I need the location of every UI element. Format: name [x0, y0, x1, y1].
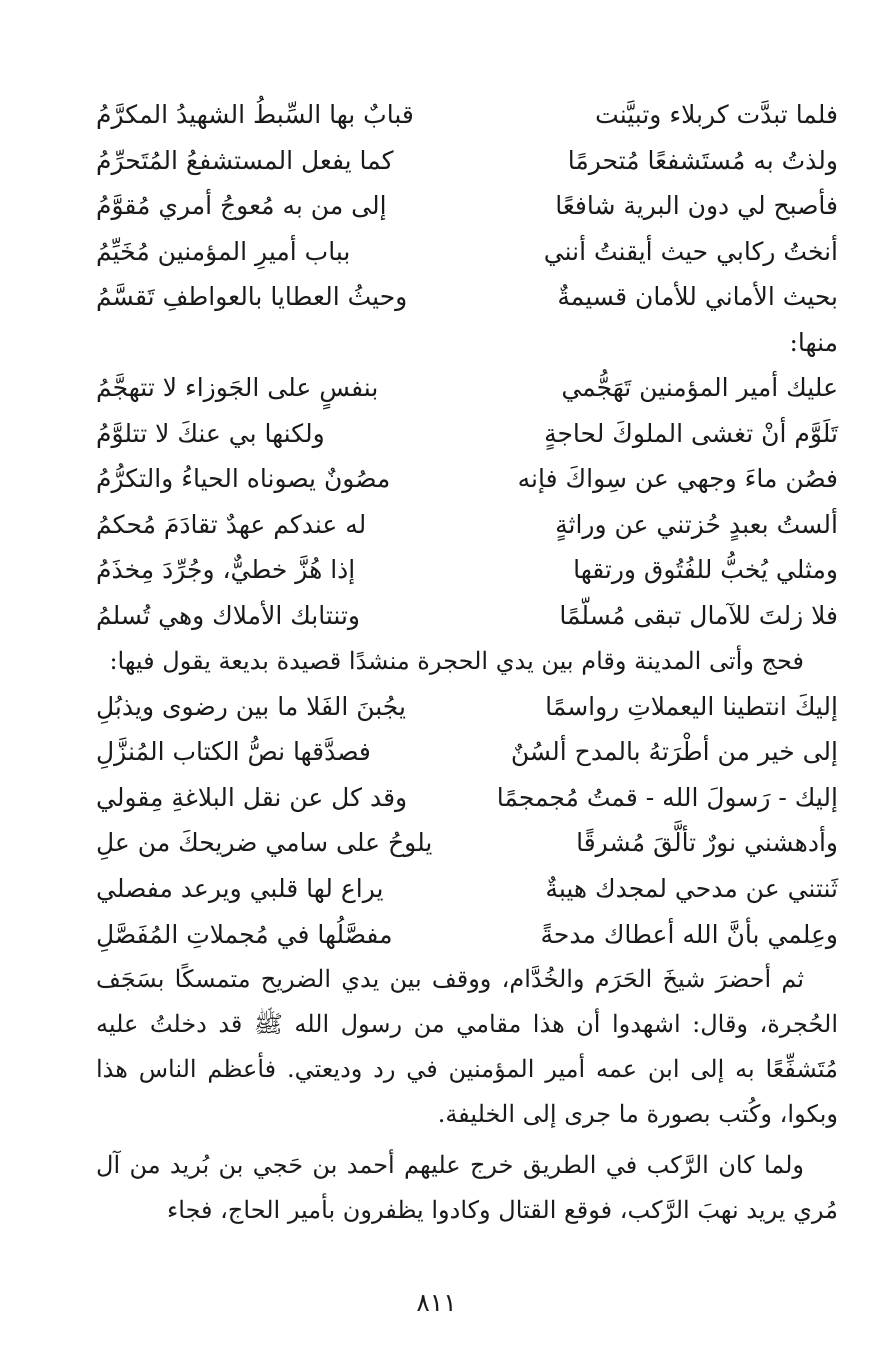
verse-row	[96, 547, 838, 593]
verse-first-hemistich: أنختُ ركابي حيث أيقنتُ أنني	[543, 236, 838, 266]
page-body	[96, 92, 838, 1233]
verse-first-hemistich: وعِلمي بأنَّ الله أعطاك مدحةً	[540, 919, 838, 949]
verse-second-hemistich: مصُونٌ يصوناه الحياءُ والتكرُّمُ	[96, 464, 391, 494]
verse-second-hemistich: يراع لها قلبي ويرعد مفصلي	[96, 873, 384, 903]
verse-row	[96, 866, 838, 912]
verse-row	[96, 729, 838, 775]
verse-row	[96, 593, 838, 639]
verse-row	[96, 912, 838, 958]
poem-2	[96, 365, 838, 639]
verse-row	[96, 92, 838, 138]
verse-second-hemistich: كما يفعل المستشفعُ المُتَحرِّمُ	[96, 145, 394, 175]
verse-row	[96, 229, 838, 275]
verse-second-hemistich: وتنتابك الأملاك وهي تُسلمُ	[96, 600, 360, 630]
verse-first-hemistich: فصُن ماءَ وجهي عن سِواكَ فإنه	[517, 464, 838, 494]
verse-row	[96, 411, 838, 457]
section-label: منها:	[789, 327, 838, 357]
prose-paragraph: ثم أحضرَ شيخَ الحَرَم والخُدَّام، ووقف بين يدي الضريح متمسكًا بسَجَف الحُجرة، وقال: اشهدوا أن هذا مقامي من رسول الله ﷺ قد دخلتُ عليه مُتَشفِّعًا به إلى ابن عمه أمير المؤمنين في رد وديعتي. فأعظم الناس هذا وبكوا، وكُتب بصورة ما جرى إلى الخليفة.	[96, 965, 838, 1129]
verse-second-hemistich: إذا هُزَّ خطيٌّ، وجُرِّدَ مِخذَمُ	[96, 555, 356, 585]
verse-second-hemistich: إلى من به مُعوجُ أمري مُقوَّمُ	[96, 191, 387, 221]
verse-row	[96, 820, 838, 866]
verse-first-hemistich: ومثلي يُخبُّ للفُتُوق ورتقها	[573, 555, 838, 585]
verse-second-hemistich: مفصَّلُها في مُجملاتِ المُفَصَّلِ	[96, 919, 393, 949]
verse-second-hemistich: وقد كل عن نقل البلاغةِ مِقولي	[96, 782, 408, 812]
verse-second-hemistich: ولكنها بي عنكَ لا تتلوَّمُ	[96, 418, 325, 448]
verse-row	[96, 456, 838, 502]
verse-first-hemistich: تَلَوَّم أنْ تغشى الملوكَ لحاجةٍ	[544, 418, 838, 448]
verse-row	[96, 684, 838, 730]
verse-row	[96, 138, 838, 184]
verse-second-hemistich: وحيثُ العطايا بالعواطفِ تَقسَّمُ	[96, 282, 408, 312]
verse-first-hemistich: فأصبح لي دون البرية شافعًا	[555, 191, 838, 221]
poem-1	[96, 92, 838, 320]
verse-first-hemistich: فلما تبدَّت كربلاء وتبيَّنت	[595, 100, 838, 129]
verse-row	[96, 775, 838, 821]
verse-first-hemistich: إليكَ انتطينا اليعملاتِ رواسمًا	[545, 691, 838, 721]
verse-row	[96, 274, 838, 320]
verse-first-hemistich: إليك - رَسولَ الله - قمتُ مُجمجمًا	[496, 782, 838, 812]
prose-paragraph: فحج وأتى المدينة وقام بين يدي الحجرة منشدًا قصيدة بديعة يقول فيها:	[109, 646, 804, 675]
verse-first-hemistich: وأدهشني نورٌ تألَّقَ مُشرقًا	[576, 828, 838, 858]
prose-paragraph: ولما كان الرَّكب في الطريق خرج عليهم أحمد بن حَجي بن بُريد من آل مُري يريد نهبَ الرَّكب، فوقع القتال وكادوا يظفرون بأمير الحاج، فجاء	[96, 1151, 838, 1225]
verse-second-hemistich: يلوحُ على سامي ضريحكَ من علِ	[96, 828, 433, 858]
verse-first-hemistich: ألستُ بعبدٍ حُزتني عن وراثةٍ	[555, 509, 838, 539]
verse-first-hemistich: إلى خير من أطْرَتهُ بالمدح ألسُنٌ	[510, 737, 838, 767]
page-number: ٨١١	[416, 1288, 457, 1317]
verse-second-hemistich: فصدَّقها نصُّ الكتاب المُنزَّلِ	[96, 737, 371, 767]
poem-3	[96, 684, 838, 958]
verse-first-hemistich: ثَنتني عن مدحي لمجدك هيبةٌ	[545, 873, 838, 903]
verse-second-hemistich: بنفسٍ على الجَوزاء لا تتهجَّمُ	[96, 372, 379, 402]
verse-row	[96, 183, 838, 229]
verse-second-hemistich: بباب أميرِ المؤمنين مُخَيِّمُ	[96, 236, 351, 266]
verse-second-hemistich: يجُبنَ الفَلا ما بين رضوى ويذبُلِ	[96, 691, 406, 721]
verse-second-hemistich: له عندكم عهدٌ تقادَمَ مُحكمُ	[96, 509, 367, 539]
verse-second-hemistich: قبابٌ بها السِّبطُ الشهيدُ المكرَّمُ	[96, 100, 414, 129]
verse-first-hemistich: ولذتُ به مُستَشفعًا مُتحرمًا	[567, 145, 838, 175]
verse-first-hemistich: عليك أمير المؤمنين تَهَجُّمي	[561, 372, 838, 402]
verse-first-hemistich: بحيث الأماني للأمان قسيمةٌ	[557, 282, 838, 312]
verse-row	[96, 365, 838, 411]
verse-first-hemistich: فلا زلتَ للآمال تبقى مُسلّمًا	[559, 600, 838, 630]
verse-row	[96, 502, 838, 548]
